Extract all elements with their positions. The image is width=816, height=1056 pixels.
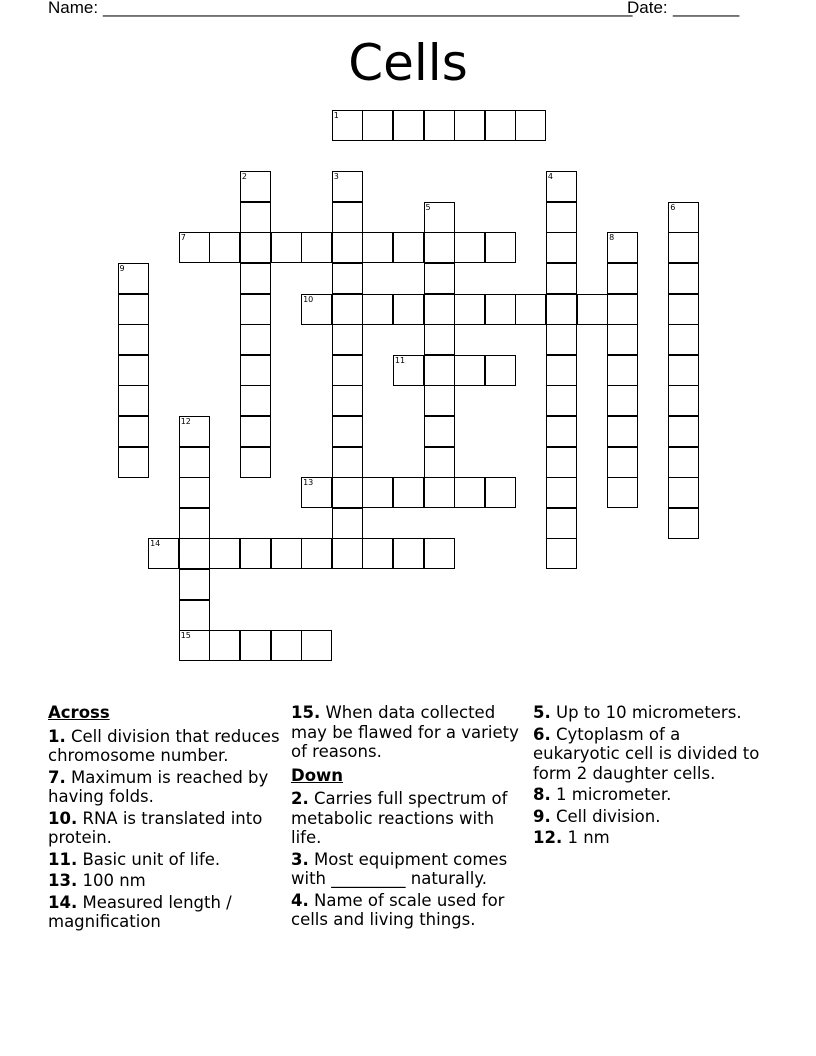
grid-cell[interactable] — [546, 447, 577, 478]
grid-cell[interactable] — [179, 600, 210, 631]
grid-cell[interactable] — [546, 171, 577, 202]
grid-cell[interactable] — [607, 324, 638, 355]
grid-cell[interactable] — [240, 416, 271, 447]
cell-number: 6 — [670, 202, 676, 212]
clue-down-3: 3. Most equipment comes with _________ naturally. — [291, 849, 508, 888]
grid-cell[interactable] — [332, 508, 363, 539]
page-title: Cells — [348, 34, 468, 92]
grid-cell[interactable] — [332, 447, 363, 478]
grid-cell[interactable] — [424, 477, 455, 508]
grid-cell[interactable] — [118, 447, 149, 478]
grid-cell[interactable] — [485, 355, 516, 386]
grid-cell[interactable] — [301, 232, 332, 263]
grid-cell[interactable] — [179, 447, 210, 478]
cell-number: 3 — [333, 172, 339, 182]
grid-cell[interactable] — [118, 263, 149, 294]
grid-cell[interactable] — [118, 416, 149, 447]
grid-cell[interactable] — [240, 538, 271, 569]
grid-cell[interactable] — [607, 263, 638, 294]
grid-cell[interactable] — [424, 416, 455, 447]
clue-down-9: 9. Cell division. — [533, 806, 661, 826]
clue-down-2: 2. Carries full spectrum of metabolic reactions with life. — [291, 789, 508, 847]
grid-cell[interactable] — [332, 294, 363, 325]
date-label: Date: — [627, 0, 668, 17]
grid-cell[interactable] — [301, 630, 332, 661]
grid-cell[interactable] — [240, 447, 271, 478]
cell-number: 2 — [241, 172, 247, 182]
grid-cell[interactable] — [607, 294, 638, 325]
grid-cell[interactable] — [485, 232, 516, 263]
grid-cell[interactable] — [179, 569, 210, 600]
grid-cell[interactable] — [546, 385, 577, 416]
grid-cell[interactable] — [362, 477, 393, 508]
grid-cell[interactable] — [454, 110, 485, 141]
grid-cell[interactable] — [485, 477, 516, 508]
grid-cell[interactable] — [607, 477, 638, 508]
grid-cell[interactable] — [485, 294, 516, 325]
grid-cell[interactable] — [607, 447, 638, 478]
cell-number: 1 — [333, 111, 339, 120]
grid-cell[interactable] — [362, 294, 393, 325]
grid-cell[interactable] — [271, 538, 302, 569]
grid-cell[interactable] — [577, 294, 608, 325]
grid-cell[interactable] — [362, 110, 393, 141]
grid-cell[interactable] — [668, 202, 699, 233]
grid-cell[interactable] — [332, 263, 363, 294]
grid-cell[interactable] — [607, 416, 638, 447]
grid-cell[interactable] — [424, 110, 455, 141]
grid-cell[interactable] — [668, 416, 699, 447]
clue-across-7: 7. Maximum is reached by having folds. — [48, 767, 269, 806]
cell-number: 14 — [150, 539, 161, 549]
grid-cell[interactable] — [668, 232, 699, 263]
grid-cell[interactable] — [607, 355, 638, 386]
grid-cell[interactable] — [362, 538, 393, 569]
grid-cell[interactable] — [332, 355, 363, 386]
grid-cell[interactable] — [668, 508, 699, 539]
grid-cell[interactable] — [668, 294, 699, 325]
grid-cell[interactable] — [393, 294, 424, 325]
grid-cell[interactable] — [240, 355, 271, 386]
grid-cell[interactable] — [179, 630, 210, 661]
cell-number: 13 — [303, 478, 314, 488]
grid-cell[interactable] — [240, 294, 271, 325]
grid-cell[interactable] — [240, 202, 271, 233]
grid-cell[interactable] — [301, 477, 332, 508]
clue-down-12: 12. 1 nm — [533, 828, 610, 847]
clue-across-10: 10. RNA is translated into protein. — [48, 808, 263, 847]
cell-number: 9 — [119, 264, 125, 273]
grid-cell[interactable] — [393, 232, 424, 263]
grid-cell[interactable] — [454, 355, 485, 386]
cell-number: 12 — [180, 417, 191, 426]
grid-cell[interactable] — [546, 232, 577, 263]
clue-column-1 — [48, 703, 283, 934]
grid-cell[interactable] — [332, 110, 363, 141]
grid-cell[interactable] — [240, 171, 271, 202]
grid-cell[interactable] — [118, 385, 149, 416]
clue-across-13: 13. 100 nm — [48, 871, 146, 890]
cell-number: 8 — [609, 233, 615, 243]
grid-cell[interactable] — [546, 202, 577, 233]
grid-cell[interactable] — [148, 538, 179, 569]
grid-cell[interactable] — [240, 263, 271, 294]
grid-cell[interactable] — [668, 447, 699, 478]
grid-cell[interactable] — [332, 538, 363, 569]
cell-number: 5 — [425, 202, 431, 212]
grid-cell[interactable] — [424, 447, 455, 478]
grid-cell[interactable] — [240, 232, 271, 263]
grid-cell[interactable] — [271, 232, 302, 263]
grid-cell[interactable] — [332, 416, 363, 447]
grid-cell[interactable] — [546, 508, 577, 539]
grid-cell[interactable] — [179, 508, 210, 539]
cell-number: 15 — [180, 631, 191, 641]
grid-cell[interactable] — [424, 202, 455, 233]
grid-cell[interactable] — [454, 294, 485, 325]
clue-column-3 — [533, 703, 768, 850]
grid-cell[interactable] — [515, 110, 546, 141]
grid-cell[interactable] — [546, 263, 577, 294]
grid-cell[interactable] — [668, 355, 699, 386]
grid-cell[interactable] — [209, 232, 240, 263]
grid-cell[interactable] — [424, 355, 455, 386]
name-line[interactable]: ________________________________________________________ — [103, 0, 633, 17]
clue-column-2 — [291, 703, 526, 932]
grid-cell[interactable] — [393, 477, 424, 508]
clue-down-8: 8. 1 micrometer. — [533, 785, 672, 804]
grid-cell[interactable] — [668, 324, 699, 355]
grid-cell[interactable] — [179, 232, 210, 263]
grid-cell[interactable] — [179, 538, 210, 569]
grid-cell[interactable] — [240, 324, 271, 355]
grid-cell[interactable] — [393, 355, 424, 386]
cell-number: 11 — [394, 355, 406, 365]
grid-cell[interactable] — [332, 385, 363, 416]
grid-cell[interactable] — [607, 385, 638, 416]
grid-cell[interactable] — [454, 232, 485, 263]
grid-cell[interactable] — [546, 477, 577, 508]
grid-cell[interactable] — [668, 385, 699, 416]
clue-down-5: 5. Up to 10 micrometers. — [533, 703, 742, 722]
grid-cell[interactable] — [179, 416, 210, 447]
grid-cell[interactable] — [424, 385, 455, 416]
grid-cell[interactable] — [424, 232, 455, 263]
grid-cell[interactable] — [118, 355, 149, 386]
name-label: Name: — [48, 0, 99, 17]
down-heading: Down — [291, 765, 344, 785]
grid-cell[interactable] — [209, 538, 240, 569]
across-heading: Across — [48, 703, 110, 722]
grid-cell[interactable] — [240, 385, 271, 416]
grid-cell[interactable] — [332, 324, 363, 355]
grid-cell[interactable] — [393, 538, 424, 569]
grid-cell[interactable] — [668, 477, 699, 508]
grid-cell[interactable] — [515, 294, 546, 325]
grid-cell[interactable] — [332, 477, 363, 508]
cell-number: 10 — [303, 294, 314, 304]
grid-cell[interactable] — [393, 110, 424, 141]
grid-cell[interactable] — [332, 202, 363, 233]
grid-cell[interactable] — [546, 355, 577, 386]
date-line[interactable]: _______ — [673, 0, 740, 17]
grid-cell[interactable] — [454, 477, 485, 508]
clue-across-1: 1. Cell division that reduces chromosome number. — [48, 726, 280, 765]
grid-cell[interactable] — [301, 294, 332, 325]
grid-cell[interactable] — [271, 630, 302, 661]
clue-down-6: 6. Cytoplasm of a eukaryotic cell is divided to form 2 daughter cells. — [533, 724, 760, 783]
grid-cell[interactable] — [546, 294, 577, 325]
grid-cell[interactable] — [362, 232, 393, 263]
grid-cell[interactable] — [546, 538, 577, 569]
grid-cell[interactable] — [424, 263, 455, 294]
grid-cell[interactable] — [546, 324, 577, 355]
grid-cell[interactable] — [332, 171, 363, 202]
clue-across-15: 15. When data collected may be flawed for a variety of reasons. — [291, 703, 519, 761]
clue-across-14: 14. Measured length / magnification — [48, 892, 232, 931]
grid-cell[interactable] — [485, 110, 516, 141]
grid-cell[interactable] — [424, 324, 455, 355]
grid-cell[interactable] — [424, 538, 455, 569]
grid-cell[interactable] — [332, 232, 363, 263]
grid-cell[interactable] — [118, 324, 149, 355]
clue-down-4: 4. Name of scale used for cells and living things. — [291, 890, 505, 929]
cell-number: 7 — [180, 233, 186, 243]
clue-across-11: 11. Basic unit of life. — [48, 849, 221, 869]
grid-cell[interactable] — [607, 232, 638, 263]
cell-number: 4 — [547, 172, 553, 182]
grid-cell[interactable] — [424, 294, 455, 325]
grid-cell[interactable] — [301, 538, 332, 569]
grid-cell[interactable] — [118, 294, 149, 325]
grid-cell[interactable] — [668, 263, 699, 294]
grid-cell[interactable] — [240, 630, 271, 661]
grid-cell[interactable] — [209, 630, 240, 661]
grid-cell[interactable] — [179, 477, 210, 508]
grid-cell[interactable] — [546, 416, 577, 447]
